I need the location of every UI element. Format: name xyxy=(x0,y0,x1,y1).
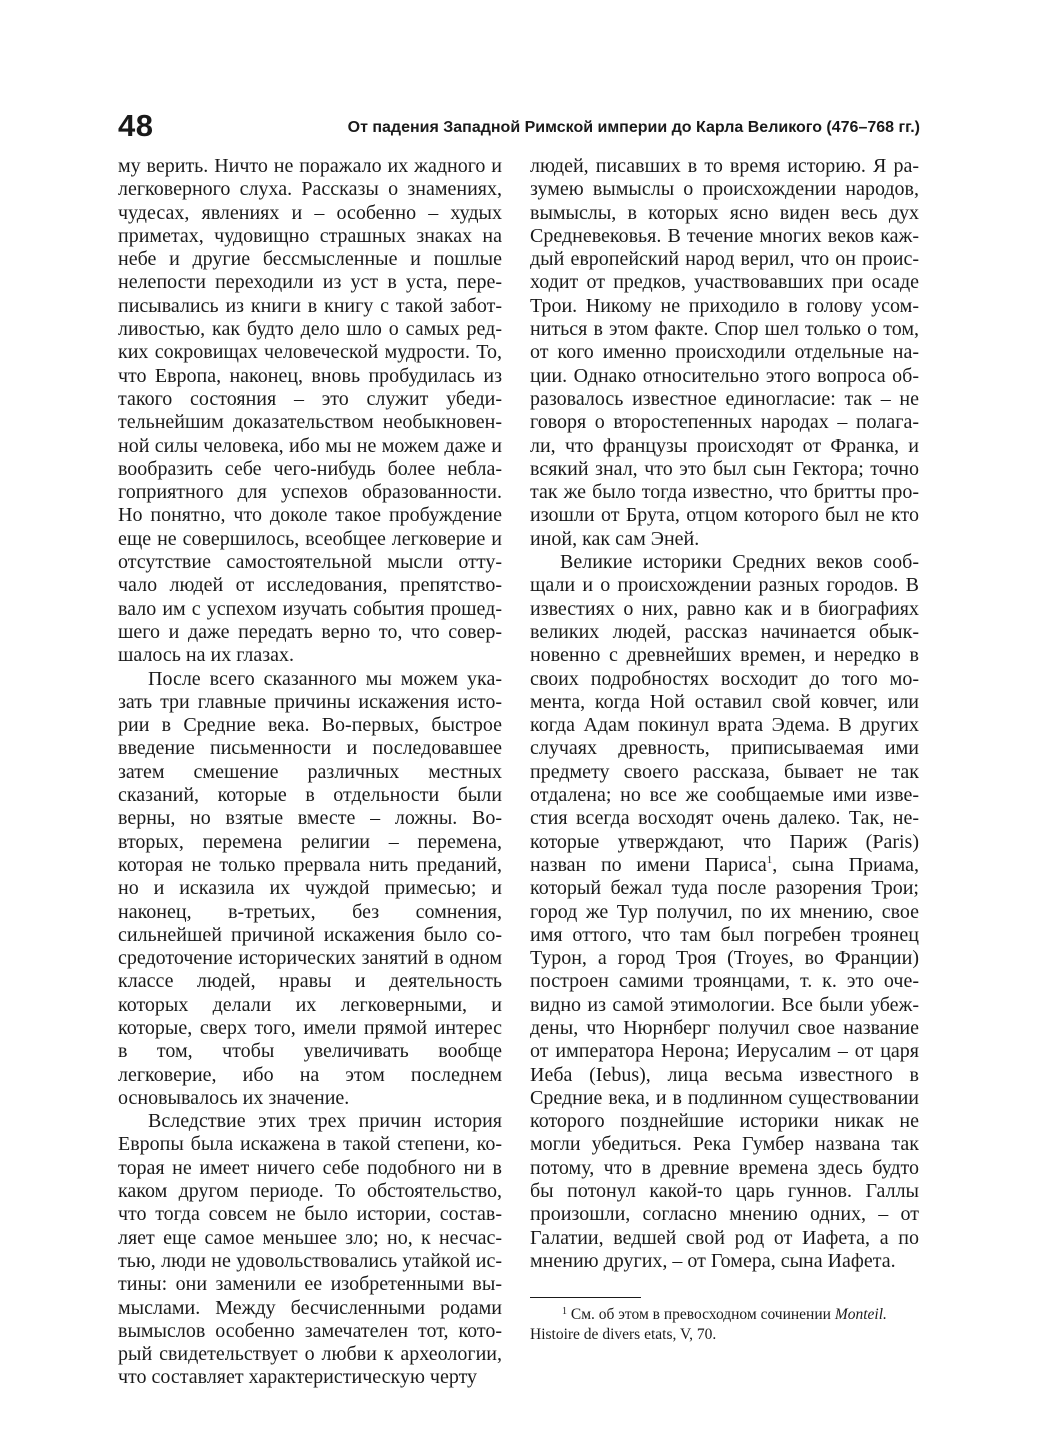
footnote-text: См. об этом в превосходном сочинении xyxy=(567,1306,835,1323)
paragraph-text: Великие историки Средних веков сообщали и о происхождении разных городов. В известиях о них, равно как и в биографиях великих людей, рассказ начинается обыкновенно с древнейших времен, и нередко в своих подробностях восходит до того момента, когда Ной оставил свой ковчег, или когда Адам покинул врата Эдема. В других случаях древность, приписываемая ими предмету своего рассказа, бывает не так отдалена; но все же сообщаемые ими известия всегда восходят очень далеко. Так, некоторые утверждают, что Париж (Paris) назван по имени Париса xyxy=(530,551,919,876)
left-column xyxy=(118,155,502,1390)
paragraph xyxy=(530,551,919,1273)
footnote-mark: 1 xyxy=(562,1306,567,1317)
page-header xyxy=(118,108,920,148)
paragraph: му верить. Ничто не поражало их жадного и легковерного слуха. Рассказы о знамениях, чудесах, явлениях и – особенно – худых приметах, чудовищно страшных знаках на небе и другие бессмысленные и пошлые нелепости переходили из уст в уста, переписывались из книги в книгу с такой заботливостью, как будто дело шло о самых редких сокровищах человеческой мудрости. То, что Европа, наконец, вновь пробудилась из такого состояния – это служит убедительнейшим доказательством необыкновенной силы человека, ибо мы не можем даже и вообразить себе чего-нибудь более неблагоприятного для успехов образованности. Но понятно, что доколе такое пробуждение еще не совершилось, всеобщее легковерие и отсутствие самостоятельной мысли оттучало людей от исследования, препятствовало им с успехом изучать события прошедшего и даже передать верно то, что совершалось на их глазах. xyxy=(118,155,502,667)
paragraph: После всего сказанного мы можем указать три главные причины искажения истории в Средние века. Во-первых, быстрое введение письменности и последовавшее затем смешение различных местных сказаний, которые в отдельности были верны, но взятые вместе – ложны. Во-вторых, перемена религии – перемена, которая не только прервала нить преданий, но и исказила их чуждой примесью; и наконец, в-третьих, без сомнения, сильнейшей причиной искажения было сосредоточение исторических занятий в одном классе людей, нравы и деятельность которых делали их легковерными, и которые, сверх того, имели прямой интерес в том, чтобы увеличивать вообще легковерие, ибо на этом последнем основывалось их значение. xyxy=(118,667,502,1109)
paragraph: людей, писавших в то время историю. Я разумею вымыслы о происхождении народов, вымыслы, в которых ясно виден весь дух Средневековья. В течение многих веков каждый европейский народ верил, что он происходит от предков, участвовавших при осаде Трои. Никому не приходило в голову усомниться в этом факте. Спор шел только о том, от кого именно происходили отдельные нации. Однако относительно этого вопроса образовалось известное единогласие: так – не говоря о второстепенных народах – полагали, что французы происходят от Франка, и всякий знал, что это был сын Гектора; точно так же было тогда известно, что бритты произошли от Брута, отцом которого был не кто иной, как сам Эней. xyxy=(530,155,919,550)
footnote-text: Histoire de divers etats, V, 70. xyxy=(530,1326,717,1343)
page-number: 48 xyxy=(118,108,154,143)
paragraph: Вследствие этих трех причин история Европы была искажена в такой степени, которая не имеет ничего себе подобного ни в каком другом периоде. То обстоятельство, что тогда совсем не было истории, составляет еще самое меньшее зло; но, к несчастью, люди не удовольствовались утайкой истины: они заменили ее изобретенными вымыслами. Между бесчисленными родами вымыслов особенно замечателен тот, который свидетельствует о любви к археологии, что составляет характеристическую черту xyxy=(118,1110,502,1389)
paragraph-text: , сына Приама, который бежал туда после разорения Трои; город же Тур получил, по их мнению, свое имя оттого, что там был погребен троянец Турон, а город Троя (Troyes, во Франции) построен самими троянцами, т. к. это очевидно из самой этимологии. Все были убеждены, что Нюрнберг получил свое название от императора Нерона; Иерусалим – от царя Иеба (Iebus), лица весьма известного в Средние века, и в подлинном существовании которого позднейшие историки никак не могли убедиться. Река Гумбер названа так потому, что в древние времена здесь будто бы потонул какой-то царь гуннов. Галлы произошли, согласно мнению одних, – от Галатии, ведшей свой род от Иафета, а по мнению других, – от Гомера, сына Иафета. xyxy=(530,853,919,1272)
footnote-reference[interactable]: 1 xyxy=(766,853,773,866)
footnote-divider xyxy=(530,1297,641,1298)
right-column xyxy=(530,155,919,1273)
footnote xyxy=(530,1305,919,1345)
running-title: От падения Западной Римской империи до Карла Великого (476–768 гг.) xyxy=(347,119,920,136)
footnote-author: Monteil. xyxy=(834,1306,887,1323)
